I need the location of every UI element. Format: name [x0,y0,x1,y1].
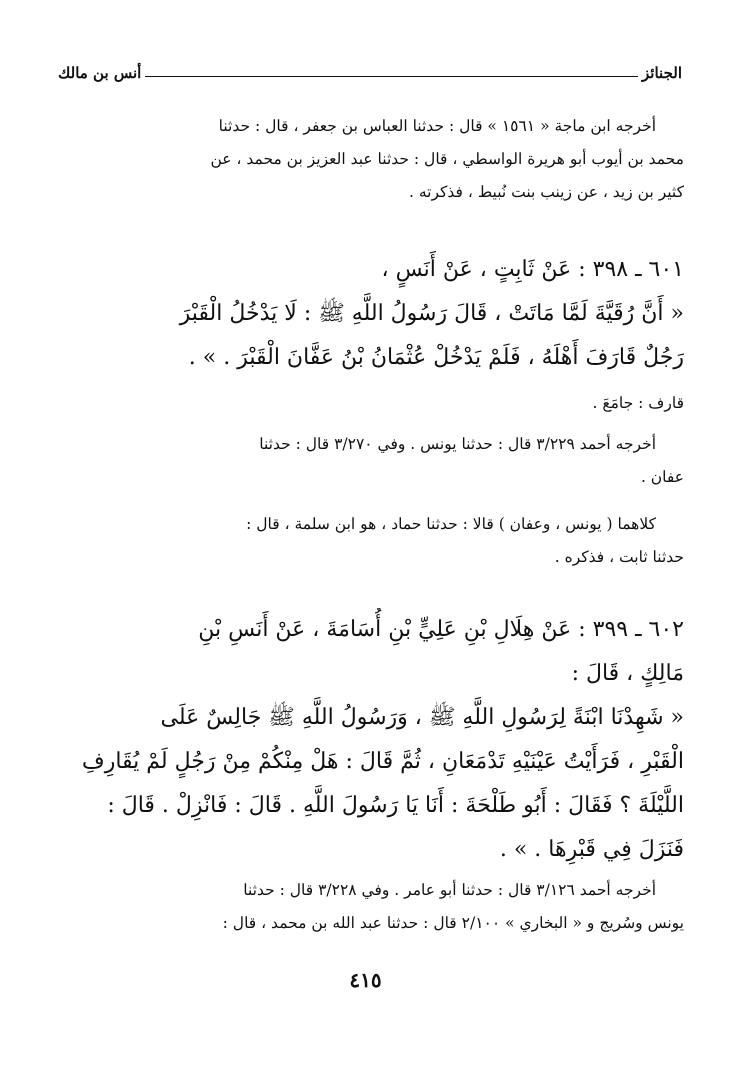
hadith-heading: ٦٠١ ـ ٣٩٨ : عَنْ ثَابِتٍ ، عَنْ أَنَسٍ ، [381,257,684,282]
header-rule [145,76,638,77]
hadith-text-line: رَجُلٌ قَارَفَ أَهْلَهُ ، فَلَمْ يَدْخُلْ عُثْمَانُ بْنُ عَفَّانَ الْقَبْرَ . » . [188,345,684,370]
hadith-text-line: اللَّيْلَةَ ؟ فَقَالَ : أَبُو طَلْحَةَ : أَنَا يَا رَسُولَ اللَّهِ . قَالَ : فَانْزِلْ . قَالَ : [107,793,684,818]
hadith-text-line: الْقَبْرِ ، فَرَأَيْتُ عَيْنَيْهِ تَدْمَعَانِ ، ثُمَّ قَالَ : هَلْ مِنْكُمْ مِنْ رَجُلٍ لَمْ يُقَارِفِ [81,749,684,774]
text-line: كثير بن زيد ، عن زينب بنت نُبيط ، فذكرته . [409,183,684,201]
takhrij-paragraph-2 [58,428,684,494]
takhrij-paragraph-1 [58,110,684,209]
text-line: أخرجه ابن ماجة « ١٥٦١ » قال : حدثنا العباس بن جعفر ، قال : حدثنا [218,117,656,135]
hadith-text-line: فَنَزَلَ فِي قَبْرِهَا . » . [499,837,684,862]
running-header [58,60,682,82]
gloss [58,387,684,420]
page-number: ٤١٥ [349,968,382,992]
gloss-text: قارف : جامَعَ . [592,394,684,412]
hadith-text-line: « شَهِدْنَا ابْنَةً لِرَسُولِ اللَّهِ ﷺ ، وَرَسُولُ اللَّهِ ﷺ جَالِسٌ عَلَى [160,705,684,730]
takhrij-paragraph-4 [58,874,684,940]
hadith-heading: ٦٠٢ ـ ٣٩٩ : عَنْ هِلَالِ بْنِ عَلِيٍّ بْنِ أُسَامَةَ ، عَنْ أَنَسِ بْنِ [198,617,684,642]
text-line: حدثنا ثابت ، فذكره . [554,548,684,566]
takhrij-paragraph-3 [58,508,684,574]
text-line: محمد بن أيوب أبو هريرة الواسطي ، قال : حدثنا عبد العزيز بن محمد ، عن [210,150,684,168]
text-line: أخرجه أحمد ٣/١٢٦ قال : حدثنا أبو عامر . وفي ٣/٢٢٨ قال : حدثنا [243,881,656,899]
header-narrator: أنس بن مالك [58,64,142,82]
hadith-heading: مَالِكٍ ، قَالَ : [571,661,684,686]
text-line: كلاهما ( يونس ، وعفان ) قالا : حدثنا حماد ، هو ابن سلمة ، قال : [246,515,656,533]
header-chapter: الجنائز [642,64,682,82]
text-line: أخرجه أحمد ٣/٢٢٩ قال : حدثنا يونس . وفي ٣/٢٧٠ قال : حدثنا [259,435,656,453]
text-line: يونس وسُريج و « البخاري » ٢/١٠٠ قال : حدثنا عبد الله بن محمد ، قال : [222,914,684,932]
text-line: عفان . [640,468,684,486]
hadith-text-line: « أَنَّ رُقَيَّةَ لَمَّا مَاتَتْ ، قَالَ رَسُولُ اللَّهِ ﷺ : لَا يَدْخُلُ الْقَبْرَ [179,301,684,326]
hadith-602 [58,608,684,872]
hadith-601 [58,248,684,380]
